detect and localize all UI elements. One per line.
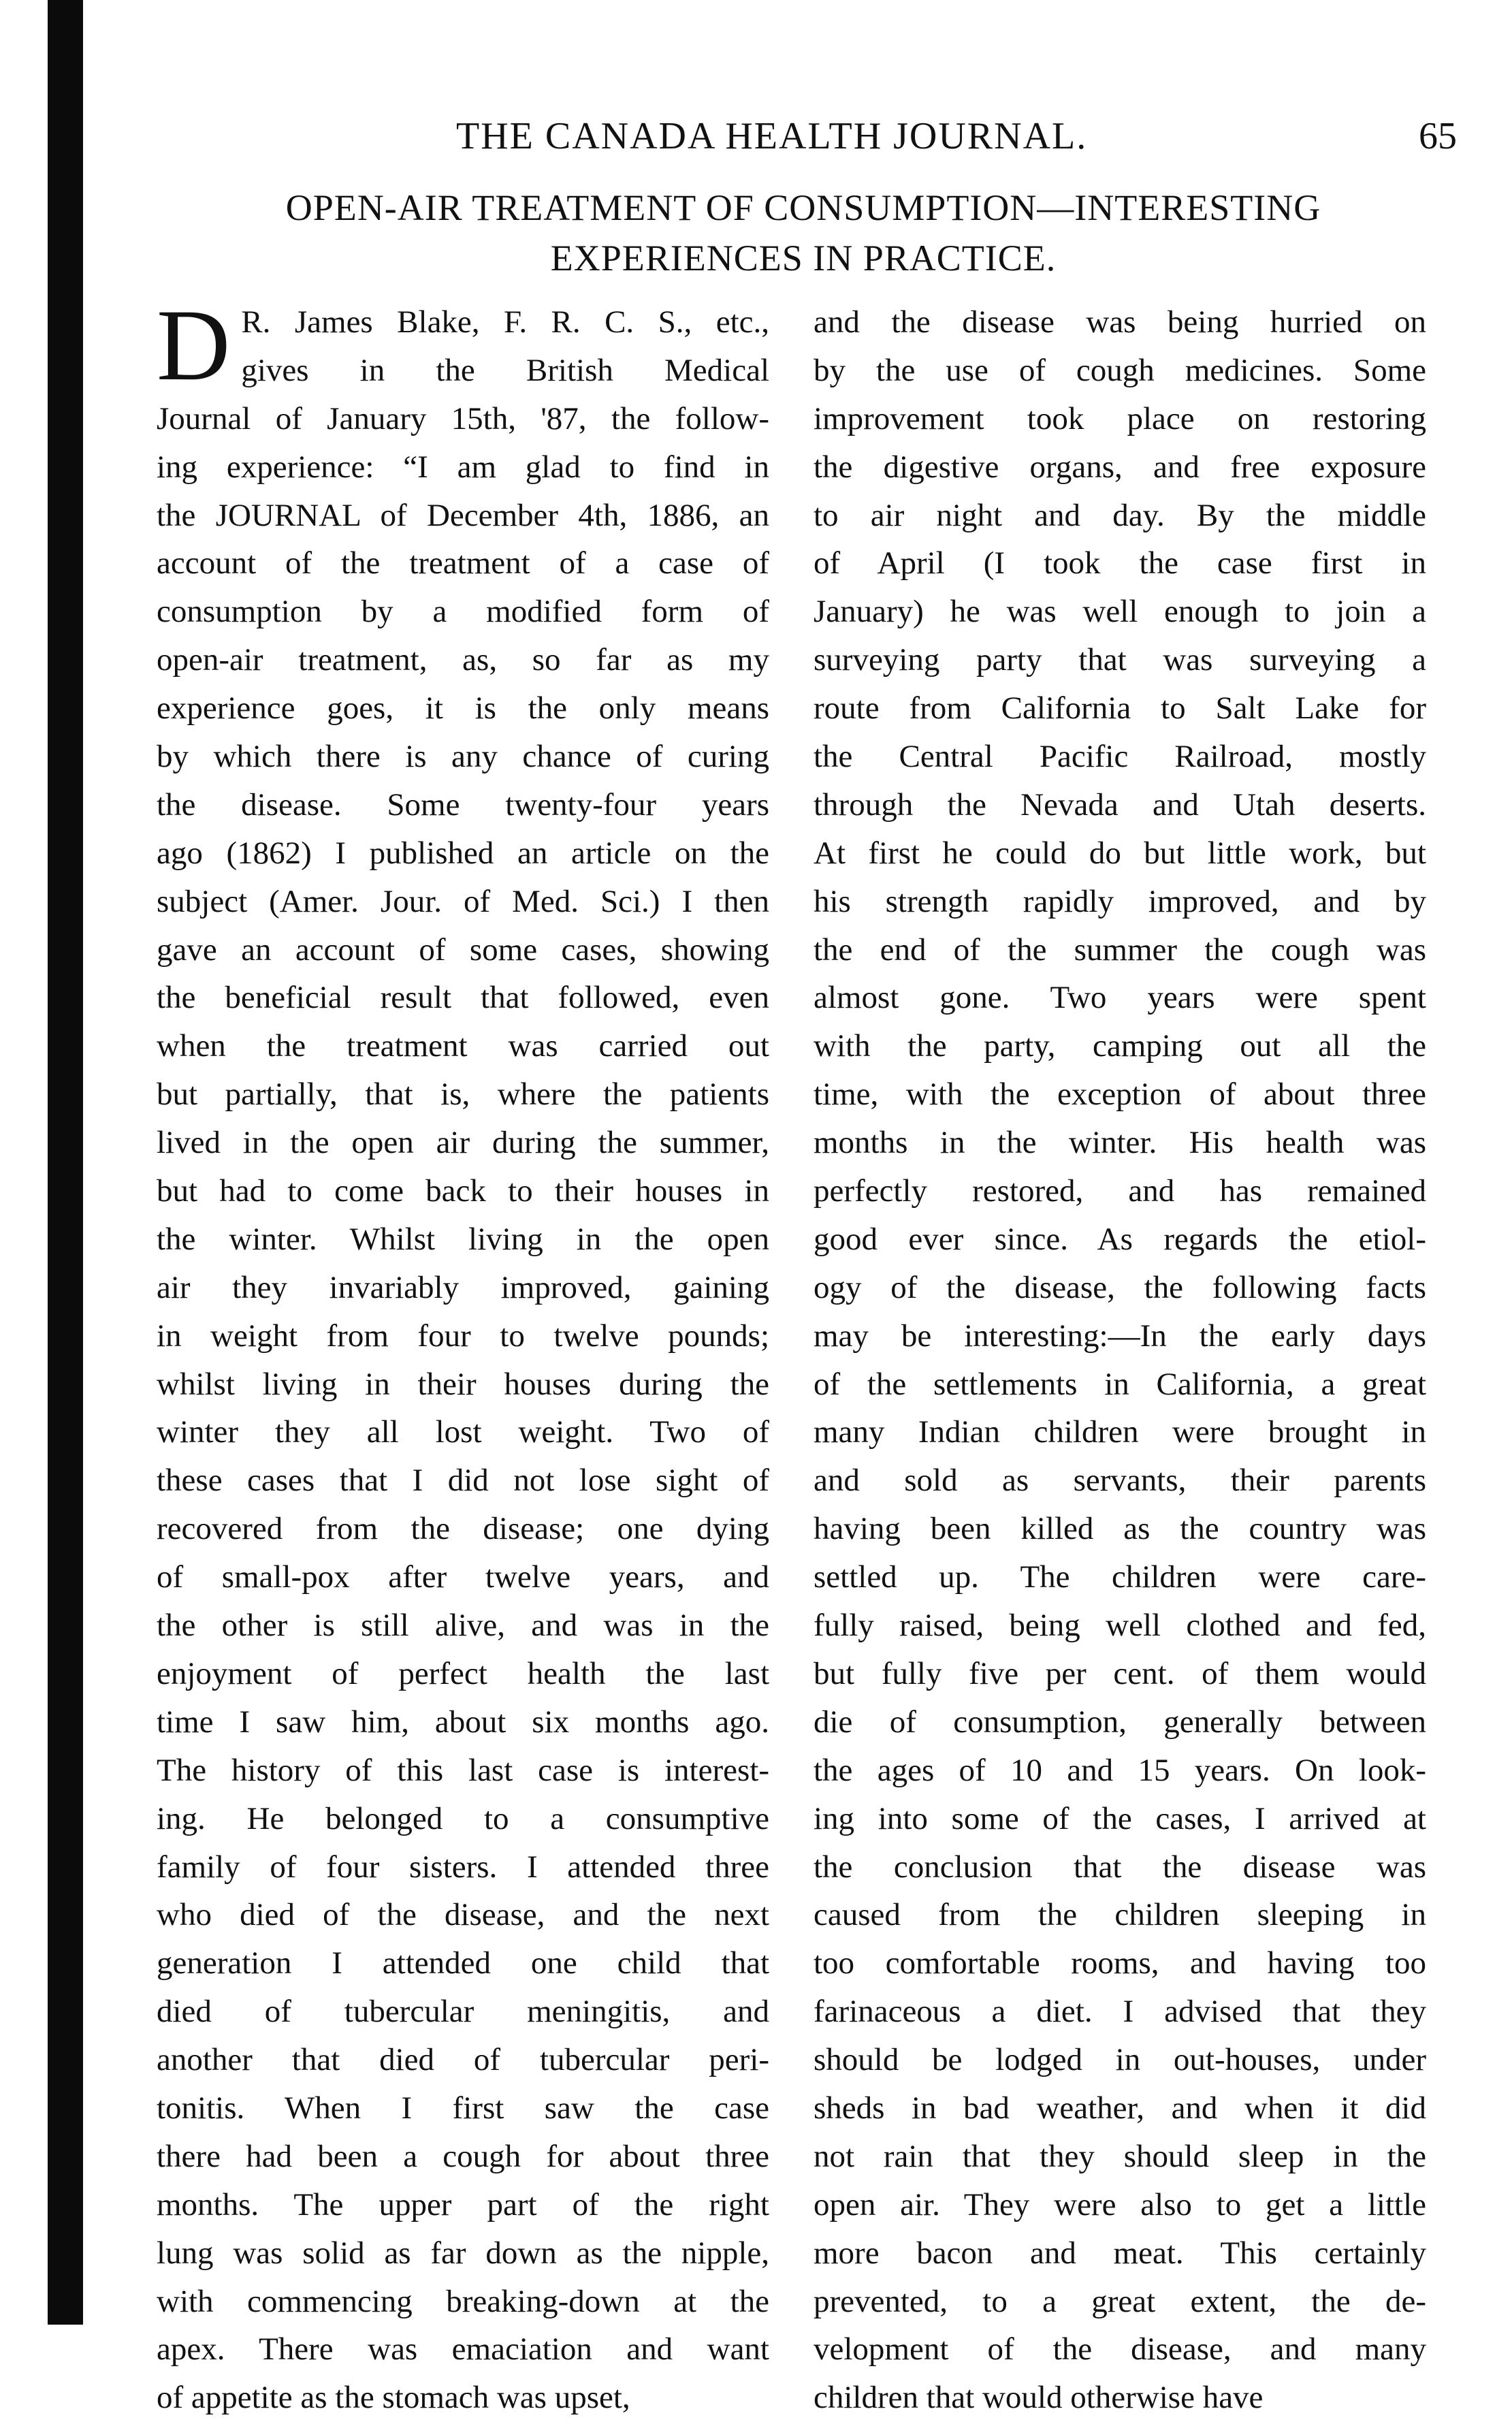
text-line: more bacon and meat. This certainly xyxy=(814,2235,1426,2271)
text-line: lung was solid as far down as the nipple, xyxy=(157,2235,769,2271)
text-line: these cases that I did not lose sight of xyxy=(157,1463,769,1499)
text-line: almost gone. Two years were spent xyxy=(814,980,1426,1016)
text-line: good ever since. As regards the etiol- xyxy=(814,1221,1426,1257)
text-line: in weight from four to twelve pounds; xyxy=(157,1318,769,1354)
text-line: caused from the children sleeping in xyxy=(814,1897,1426,1933)
text-line: ago (1862) I published an article on the xyxy=(157,835,769,871)
text-line: enjoyment of perfect health the last xyxy=(157,1655,769,1691)
text-line: ogy of the disease, the following facts xyxy=(814,1269,1426,1305)
text-line: but partially, that is, where the patients xyxy=(157,1077,769,1113)
text-line: the other is still alive, and was in the xyxy=(157,1608,769,1644)
text-line: having been killed as the country was xyxy=(814,1511,1426,1547)
text-line: ing into some of the cases, I arrived at xyxy=(814,1800,1426,1836)
text-line: fully raised, being well clothed and fed, xyxy=(814,1608,1426,1644)
text-line: Journal of January 15th, '87, the follow- xyxy=(157,400,769,436)
text-line: when the treatment was carried out xyxy=(157,1028,769,1064)
text-line: of appetite as the stomach was upset, xyxy=(157,2380,630,2416)
text-line: of the settlements in California, a great xyxy=(814,1366,1426,1402)
running-header xyxy=(354,114,1457,176)
text-line: gave an account of some cases, showing xyxy=(157,931,769,968)
drop-cap: D xyxy=(157,289,231,402)
text-line: through the Nevada and Utah deserts. xyxy=(814,786,1426,823)
text-line: children that would otherwise have xyxy=(814,2380,1264,2416)
text-line: of small-pox after twelve years, and xyxy=(157,1559,769,1595)
text-line: the Central Pacific Railroad, mostly xyxy=(814,739,1426,775)
text-line: the JOURNAL of December 4th, 1886, an xyxy=(157,497,769,533)
article-title-line-1: OPEN-AIR TREATMENT OF CONSUMPTION—INTERESTING xyxy=(285,187,1321,228)
text-line: gives in the British Medical xyxy=(241,352,769,388)
text-line: improvement took place on restoring xyxy=(814,400,1426,436)
text-line: should be lodged in out-houses, under xyxy=(814,2042,1426,2078)
left-text-column xyxy=(157,289,769,2422)
text-line: the disease. Some twenty-four years xyxy=(157,786,769,823)
text-line: account of the treatment of a case of xyxy=(157,545,769,581)
text-line: winter they all lost weight. Two of xyxy=(157,1414,769,1450)
text-line: open-air treatment, as, so far as my xyxy=(157,642,769,678)
text-line: there had been a cough for about three xyxy=(157,2138,769,2174)
text-line: At first he could do but little work, but xyxy=(814,835,1426,871)
text-line: by the use of cough medicines. Some xyxy=(814,352,1426,388)
text-line: air they invariably improved, gaining xyxy=(157,1269,769,1305)
text-line: by which there is any chance of curing xyxy=(157,739,769,775)
text-line: but fully five per cent. of them would xyxy=(814,1655,1426,1691)
text-line: many Indian children were brought in xyxy=(814,1414,1426,1450)
text-line: experience goes, it is the only means xyxy=(157,690,769,727)
text-line: whilst living in their houses during the xyxy=(157,1366,769,1402)
text-line: January) he was well enough to join a xyxy=(814,594,1426,630)
text-line: months in the winter. His health was xyxy=(814,1125,1426,1161)
text-line: his strength rapidly improved, and by xyxy=(814,883,1426,919)
text-line: the end of the summer the cough was xyxy=(814,931,1426,968)
page-number: 65 xyxy=(1419,115,1457,157)
text-line: months. The upper part of the right xyxy=(157,2186,769,2222)
text-line: the beneficial result that followed, even xyxy=(157,980,769,1016)
text-line: the conclusion that the disease was xyxy=(814,1849,1426,1885)
text-line: another that died of tubercular peri- xyxy=(157,2042,769,2078)
text-line: who died of the disease, and the next xyxy=(157,1897,769,1933)
text-line: the winter. Whilst living in the open xyxy=(157,1221,769,1257)
text-line: route from California to Salt Lake for xyxy=(814,690,1426,727)
article-title-line-2: EXPERIENCES IN PRACTICE. xyxy=(550,238,1057,278)
text-line: family of four sisters. I attended three xyxy=(157,1849,769,1885)
text-line: not rain that they should sleep in the xyxy=(814,2138,1426,2174)
text-line: to air night and day. By the middle xyxy=(814,497,1426,533)
text-line: recovered from the disease; one dying xyxy=(157,1511,769,1547)
text-line: The history of this last case is interest- xyxy=(157,1752,769,1788)
text-line: farinaceous a diet. I advised that they xyxy=(814,1994,1426,2030)
journal-title: THE CANADA HEALTH JOURNAL. xyxy=(456,115,1088,157)
text-line: time I saw him, about six months ago. xyxy=(157,1704,769,1740)
text-line: of April (I took the case first in xyxy=(814,545,1426,581)
text-line: with commencing breaking-down at the xyxy=(157,2283,769,2319)
text-line: apex. There was emaciation and want xyxy=(157,2331,769,2368)
text-line: may be interesting:—In the early days xyxy=(814,1318,1426,1354)
right-text-column xyxy=(814,298,1426,2422)
text-line: lived in the open air during the summer, xyxy=(157,1125,769,1161)
text-line: and sold as servants, their parents xyxy=(814,1463,1426,1499)
text-line: and the disease was being hurried on xyxy=(814,304,1426,340)
text-line: died of tubercular meningitis, and xyxy=(157,1994,769,2030)
text-line: surveying party that was surveying a xyxy=(814,642,1426,678)
text-line: prevented, to a great extent, the de- xyxy=(814,2283,1426,2319)
text-line: the ages of 10 and 15 years. On look- xyxy=(814,1752,1426,1788)
text-line: velopment of the disease, and many xyxy=(814,2331,1426,2368)
text-line: but had to come back to their houses in xyxy=(157,1173,769,1209)
text-line: generation I attended one child that xyxy=(157,1945,769,1981)
page-binding-edge xyxy=(48,0,83,2325)
text-line: open air. They were also to get a little xyxy=(814,2186,1426,2222)
text-line: R. James Blake, F. R. C. S., etc., xyxy=(241,304,769,340)
text-line: too comfortable rooms, and having too xyxy=(814,1945,1426,1981)
text-line: settled up. The children were care- xyxy=(814,1559,1426,1595)
text-line: perfectly restored, and has remained xyxy=(814,1173,1426,1209)
text-line: consumption by a modified form of xyxy=(157,594,769,630)
text-line: die of consumption, generally between xyxy=(814,1704,1426,1740)
text-line: ing. He belonged to a consumptive xyxy=(157,1800,769,1836)
text-line: ing experience: “I am glad to find in xyxy=(157,449,769,485)
text-line: time, with the exception of about three xyxy=(814,1077,1426,1113)
text-line: with the party, camping out all the xyxy=(814,1028,1426,1064)
text-line: sheds in bad weather, and when it did xyxy=(814,2090,1426,2126)
text-line: the digestive organs, and free exposure xyxy=(814,449,1426,485)
article-title xyxy=(157,182,1450,283)
text-line: subject (Amer. Jour. of Med. Sci.) I then xyxy=(157,883,769,919)
text-line: tonitis. When I first saw the case xyxy=(157,2090,769,2126)
